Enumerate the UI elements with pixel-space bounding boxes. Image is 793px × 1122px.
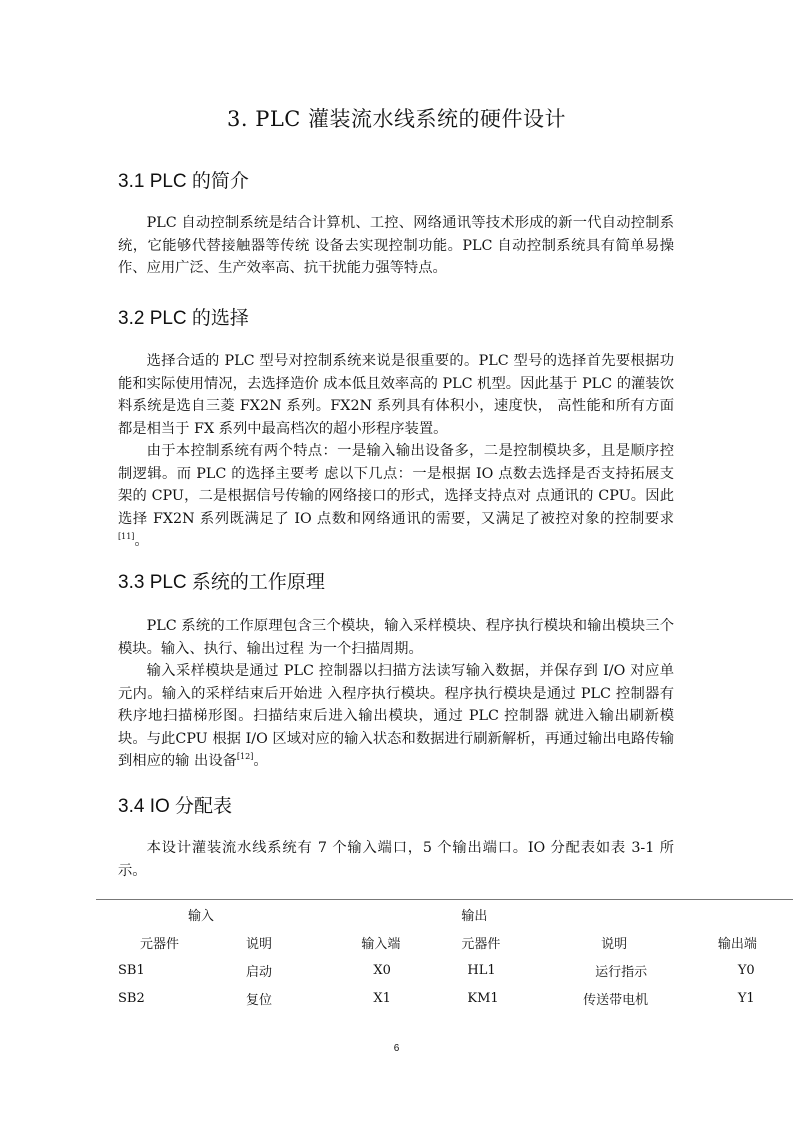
table-cell: 传送带电机 [583,992,649,1008]
column-header: 元器件 [140,936,180,952]
table-cell: Y0 [737,962,755,978]
table-cell: 启动 [246,964,273,980]
column-header: 输入端 [361,936,401,952]
table-group-row [96,900,793,929]
paragraph: PLC 系统的工作原理包含三个模块，输入采样模块、程序执行模块和输出模块三个模块。输入、执行、输出过程 为一个扫描周期。 [118,618,674,657]
table-cell: HL1 [467,962,496,978]
group-header-output: 输出 [333,900,793,929]
column-header: 输出端 [717,936,757,952]
paragraph-end: 。 [253,753,268,769]
paragraph [118,440,674,553]
paragraph-text: 输入采样模块是通过 PLC 控制器以扫描方法读写输入数据，并保存到 I/O 对应单元内。输入的采样结束后开始进 入程序执行模块。程序执行模块是通过 PLC 控制器有秩序地扫描梯形图。扫描结束后进入输出模块，通过 PLC 控制器 就进入输出刷新模块。与此CPU 根据 I/O 区域对应的输入状态和数据进行刷新解析，再通过输出电路传输到相应的输 出设备 [118,663,674,769]
section-heading-3-1: 3.1 PLC 的简介 [118,171,249,192]
paragraph-text: 由于本控制系统有两个特点：一是输入输出设备多，二是控制模块多，且是顺序控制逻辑。而 PLC 的选择主要考 虑以下几点：一是根据 IO 点数去选择是否支持拓展支架的 CPU，二是根据信号传输的网络接口的形式，选择支持点对 点通讯的 CPU。因此选择 FX2N 系列既满足了 IO 点数和网络通讯的需要，又满足了被控对象的控制要求 [118,443,674,527]
table-cell: X1 [373,990,391,1006]
section-body-3-4 [118,837,674,882]
table-row [96,956,793,984]
table-cell: KM1 [467,990,499,1006]
table-cell: 复位 [246,992,273,1008]
table-row [96,984,793,1012]
section-body-3-1 [118,212,674,280]
io-allocation-table [96,899,793,1012]
section-heading-3-4: 3.4 IO 分配表 [118,796,233,817]
section-heading-3-2: 3.2 PLC 的选择 [118,308,249,329]
page-title: 3. PLC 灌装流水线系统的硬件设计 [226,107,567,131]
paragraph: PLC 自动控制系统是结合计算机、工控、网络通讯等技术形成的新一代自动控制系统，它能够代替接触器等传统 设备去实现控制功能。PLC 自动控制系统具有简单易操作、应用广泛、生产效率高、抗干扰能力强等特点。 [118,215,674,276]
section-body-3-2 [118,350,674,553]
column-header: 说明 [601,936,628,952]
paragraph-end: 。 [134,533,149,549]
paragraph: 本设计灌装流水线系统有 7 个输入端口，5 个输出端口。IO 分配表如表 3-1 所示。 [118,840,674,879]
table-cell: SB2 [118,990,145,1006]
table-header-row [96,928,793,956]
table-cell: X0 [373,962,391,978]
paragraph [118,660,674,773]
citation-mark: [12] [236,752,254,762]
table-cell: SB1 [118,962,145,978]
table-cell: Y1 [737,990,755,1006]
paragraph: 选择合适的 PLC 型号对控制系统来说是很重要的。PLC 型号的选择首先要根据功能和实际使用情况，去选择造价 成本低且效率高的 PLC 机型。因此基于 PLC 的灌装饮料系统是选自三菱 FX2N 系列。FX2N 系列具有体积小，速度快， 高性能和所有方面都是相当于 FX 系列中最高档次的超小形程序装置。 [118,353,674,437]
page-number: 6 [393,1043,400,1054]
citation-mark: [11] [118,532,135,542]
group-header-input: 输入 [96,900,333,929]
section-body-3-3 [118,615,674,773]
column-header: 元器件 [461,936,501,952]
section-heading-3-3: 3.3 PLC 系统的工作原理 [118,572,325,593]
table-cell: 运行指示 [595,964,648,980]
column-header: 说明 [246,936,273,952]
